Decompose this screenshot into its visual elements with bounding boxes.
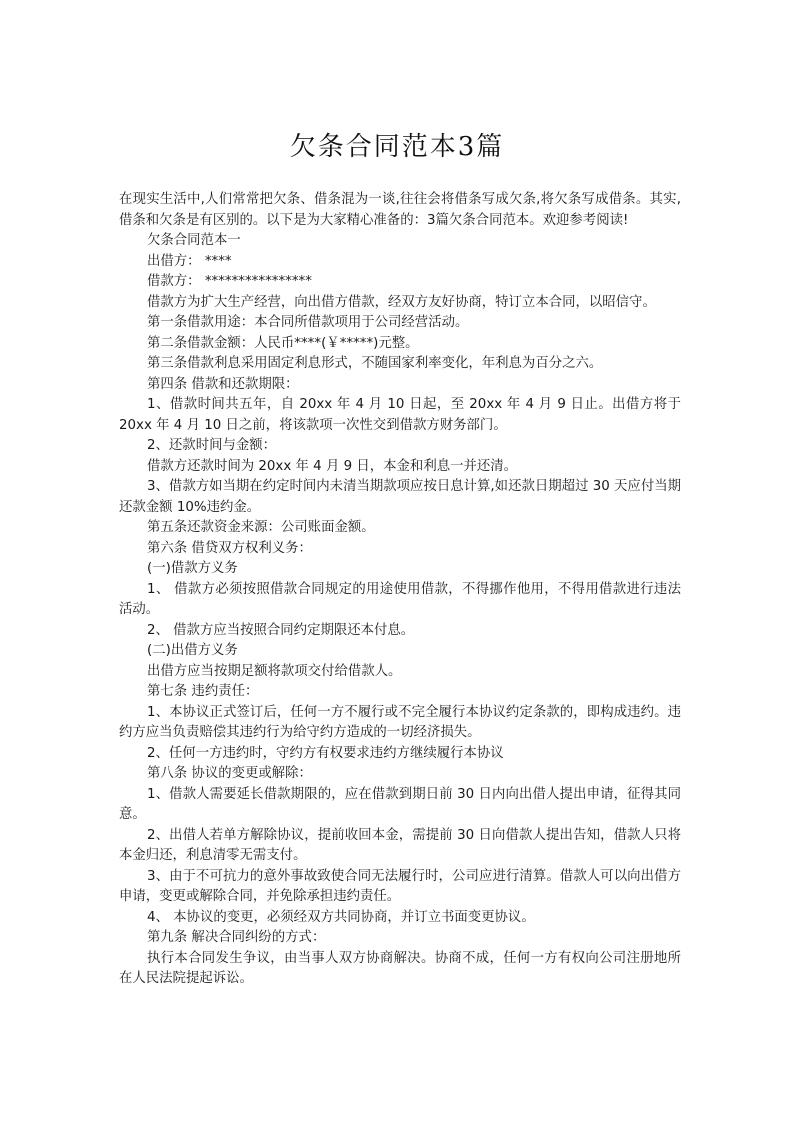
paragraph: 第九条 解决合同纠纷的方式：: [147, 930, 326, 945]
paragraph: 2、任何一方违约时，守约方有权要求违约方继续履行本协议: [147, 745, 504, 761]
paragraph: 第一条借款用途：本合同所借款项用于公司经营活动。: [147, 315, 469, 330]
paragraph: 出借方： ****: [147, 253, 232, 269]
paragraph: 3、借款方如当期在约定时间内未清当期款项应按日息计算,如还款日期超过 30 天应付当期还款金额 10%违约金。: [119, 479, 681, 515]
paragraph: 借款方： ****************: [147, 274, 312, 289]
paragraph: 4、 本协议的变更，必须经双方共同协商，并订立书面变更协议。: [147, 909, 535, 925]
paragraph: 3、由于不可抗力的意外事故致使合同无法履行时，公司应进行清算。借款人可以向出借方申请，变更或解除合同，并免除承担违约责任。: [119, 868, 681, 904]
paragraph: (二)出借方义务: [147, 643, 238, 658]
paragraph: 第六条 借贷双方权利义务：: [147, 540, 312, 556]
paragraph: 第七条 违约责任：: [147, 684, 259, 699]
paragraph: (一)借款方义务: [147, 561, 238, 576]
paragraph: 欠条合同范本一: [147, 233, 241, 248]
paragraph: 借款方还款时间为 20xx 年 4 月 9 日，本金和利息一并还清。: [147, 458, 518, 474]
paragraph: 1、本协议正式签订后，任何一方不履行或不完全履行本协议约定条款的，即构成违约。违约方应当负责赔偿其违约行为给守约方造成的一切经济损失。: [119, 704, 681, 740]
paragraph: 第二条借款金额：人民币****(￥*****)元整。: [147, 335, 419, 351]
paragraph: 第五条还款资金来源：公司账面金额。: [147, 520, 375, 535]
paragraph: 2、 借款方应当按照合同约定期限还本付息。: [147, 622, 415, 638]
paragraph: 1、借款人需要延长借款期限的，应在借款到期日前 30 日内向出借人提出申请，征得其同意。: [119, 786, 681, 822]
paragraph: 第八条 协议的变更或解除：: [147, 766, 312, 781]
document-body: [119, 190, 681, 990]
paragraph: 1、借款时间共五年，自 20xx 年 4 月 10 日起，至 20xx 年 4 月 9 日止。出借方将于 20xx 年 4 月 10 日之前，将该款项一次性交到借款方财务部门。: [119, 397, 681, 433]
paragraph: 1、 借款方必须按照借款合同规定的用途使用借款，不得挪作他用，不得用借款进行违法活动。: [119, 581, 681, 617]
document-title: 欠条合同范本3篇: [289, 132, 505, 162]
paragraph: 2、还款时间与金额：: [147, 438, 277, 453]
paragraph: 出借方应当按期足额将款项交付给借款人。: [147, 663, 402, 679]
paragraph: 2、出借人若单方解除协议，提前收回本金，需提前 30 日向借款人提出告知，借款人只将本金归还，利息清零无需支付。: [119, 827, 681, 863]
paragraph: 借款方为扩大生产经营，向出借方借款，经双方友好协商，特订立本合同，以昭信守。: [147, 294, 656, 310]
paragraph: 在现实生活中,人们常常把欠条、借条混为一谈,往往会将借条写成欠条,将欠条写成借条。其实,借条和欠条是有区别的。以下是为大家精心准备的：3篇欠条合同范本。欢迎参考阅读!: [119, 192, 681, 228]
paragraph: 第四条 借款和还款期限：: [147, 376, 299, 392]
paragraph: 执行本合同发生争议，由当事人双方协商解决。协商不成，任何一方有权向公司注册地所在人民法院提起诉讼。: [119, 950, 681, 986]
paragraph: 第三条借款利息采用固定利息形式，不随国家利率变化，年利息为百分之六。: [147, 356, 603, 371]
